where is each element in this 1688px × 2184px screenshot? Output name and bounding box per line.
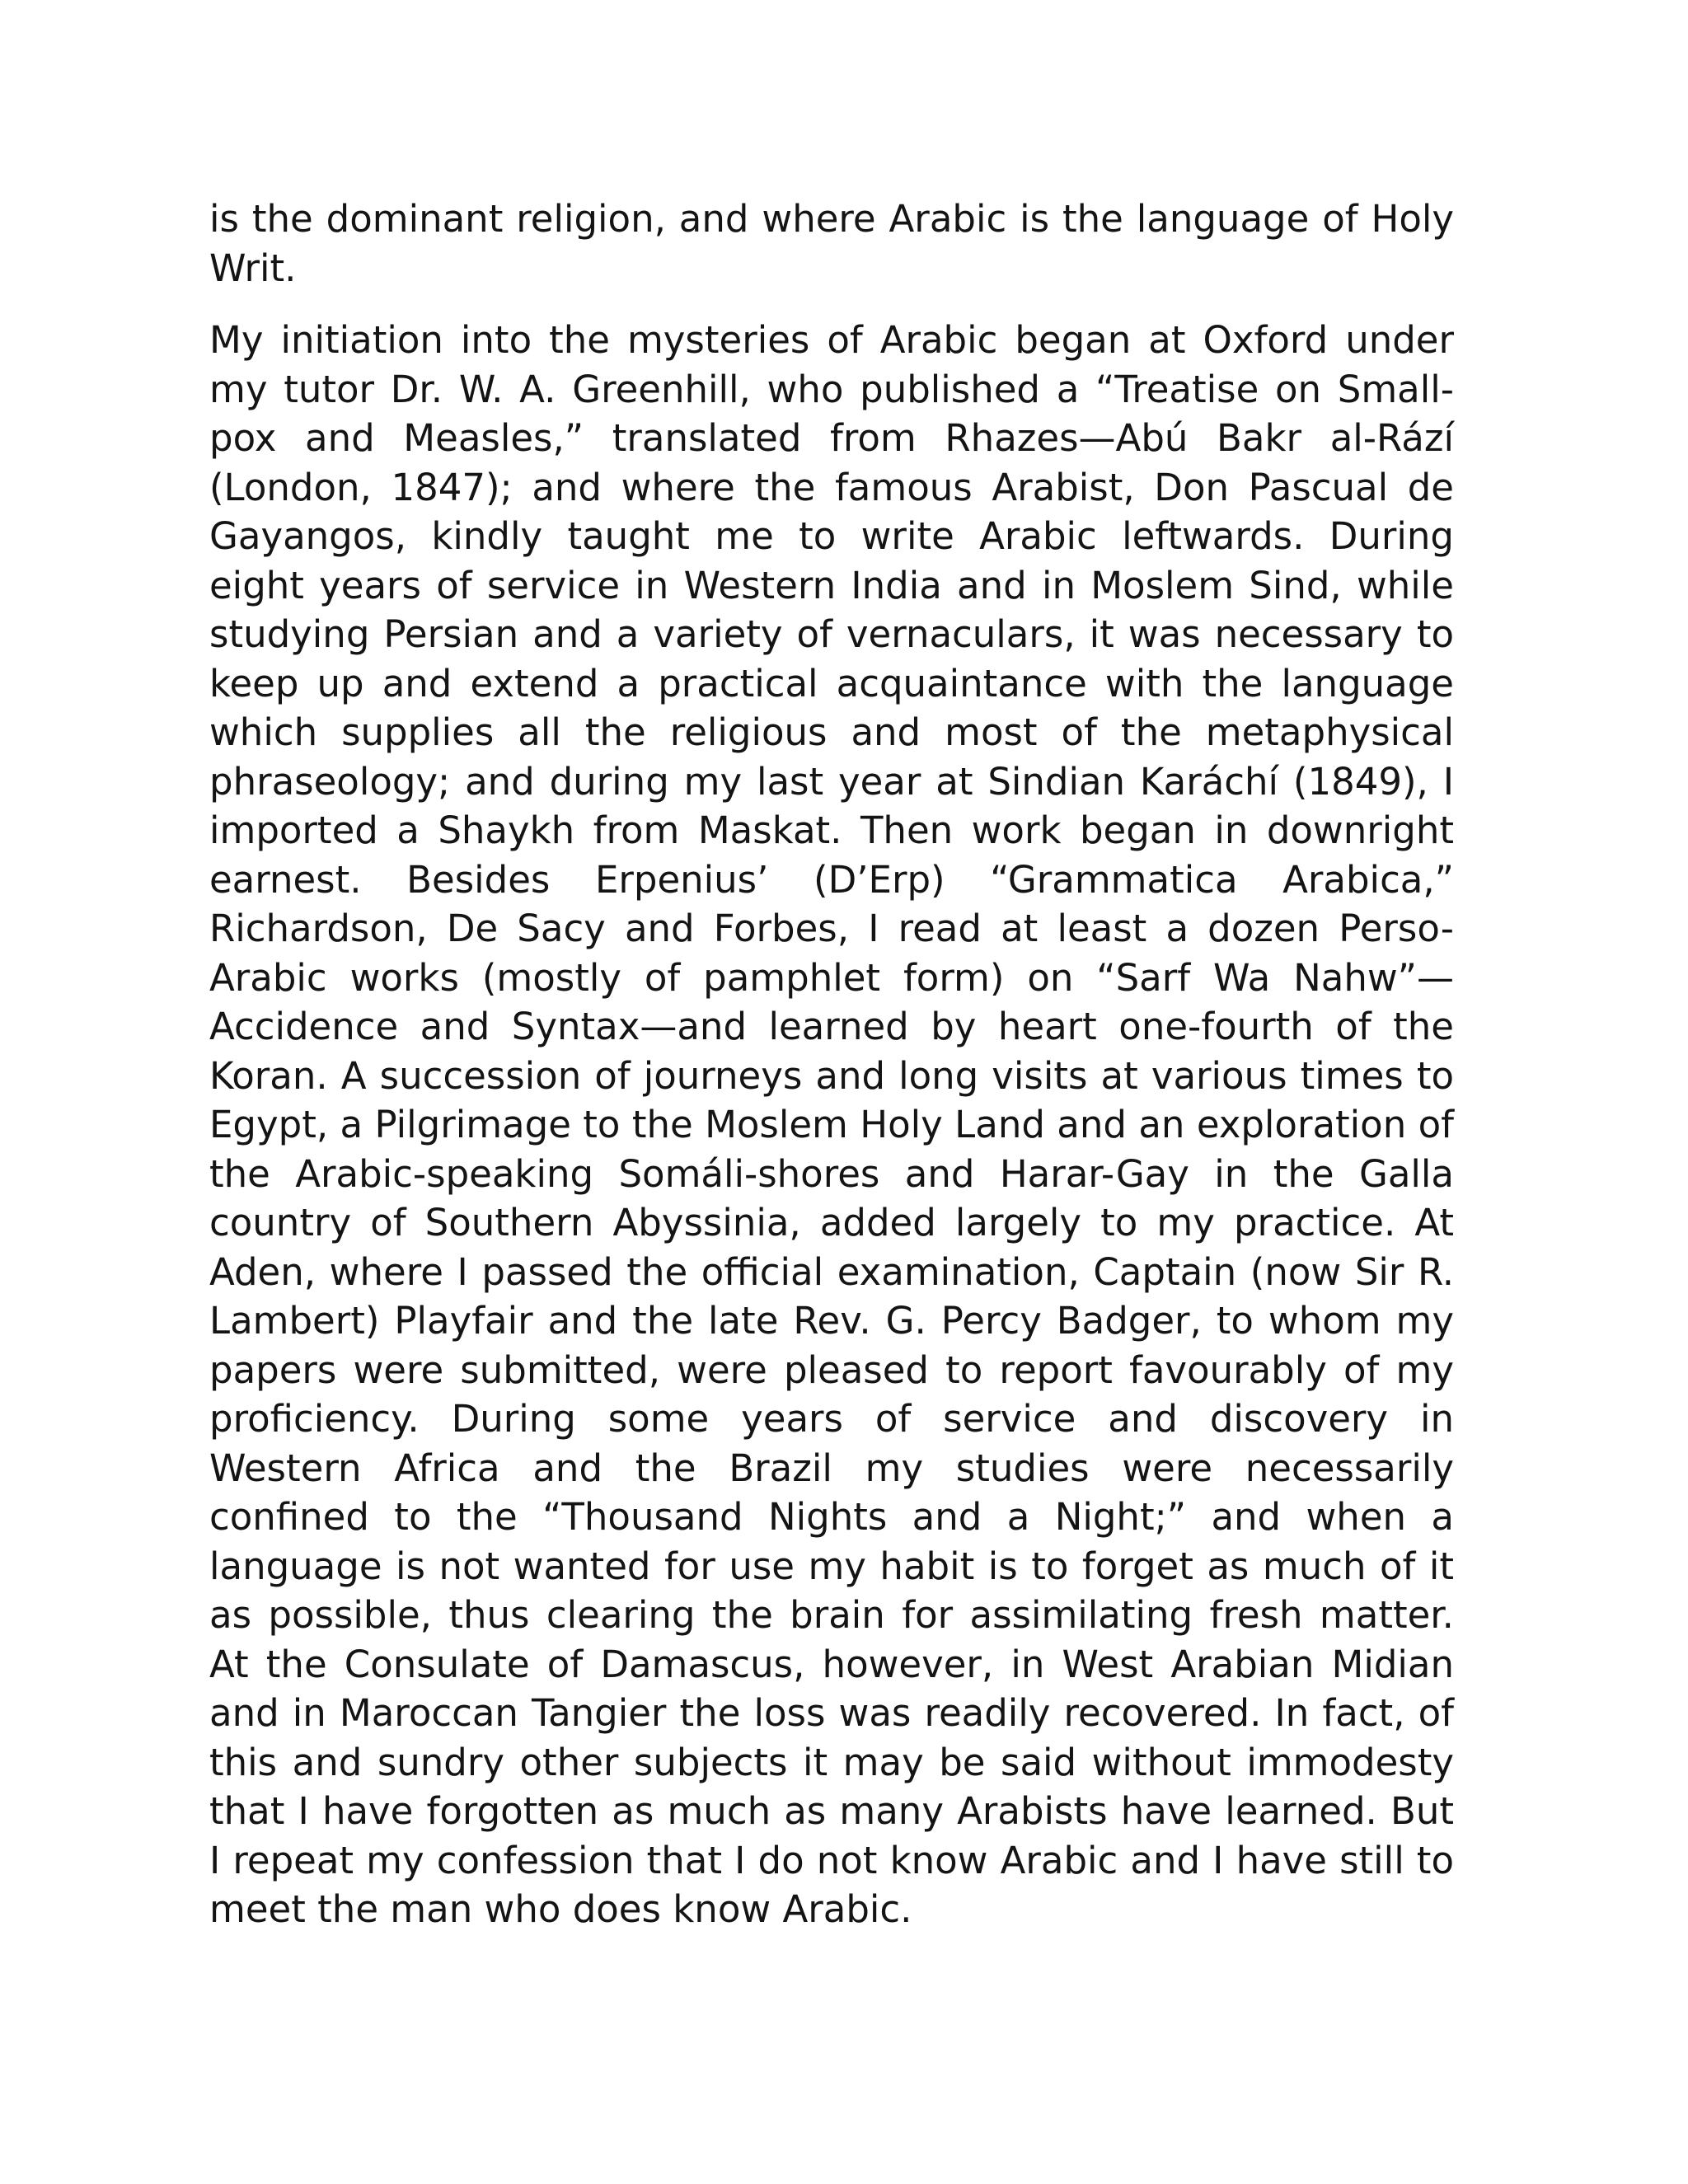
body-text — [209, 194, 1454, 1934]
paragraph-continuation: is the dominant religion, and where Arabic is the language of Holy Writ. — [209, 197, 1454, 290]
paragraph-arabic-studies: My initiation into the mysteries of Arabic began at Oxford under my tutor Dr. W. A. Greenhill, who published a “Treatise on Small-pox and Measles,” translated from Rhazes—Abú Bakr al-Rází (London, 1847); and where the famous Arabist, Don Pascual de Gayangos, kindly taught me to write Arabic leftwards. During eight years of service in Western India and in Moslem Sind, while studying Persian and a variety of vernaculars, it was necessary to keep up and extend a practical acquaintance with the language which supplies all the religious and most of the metaphysical phraseology; and during my last year at Sindian Karáchí (1849), I imported a Shaykh from Maskat. Then work began in downright earnest. Besides Erpenius’ (D’Erp) “Grammatica Arabica,” Richardson, De Sacy and Forbes, I read at least a dozen Perso-Arabic works (mostly of pamphlet form) on “Sarf Wa Nahw”—Accidence and Syntax—and learned by heart one-fourth of the Koran. A succession of journeys and long visits at various times to Egypt, a Pilgrimage to the Moslem Holy Land and an exploration of the Arabic-speaking Somáli-shores and Harar-Gay in the Galla country of Southern Abyssinia, added largely to my practice. At Aden, where I passed the official examination, Captain (now Sir R. Lambert) Playfair and the late Rev. G. Percy Badger, to whom my papers were submitted, were pleased to report favourably of my proficiency. During some years of service and discovery in Western Africa and the Brazil my studies were necessarily confined to the “Thousand Nights and a Night;” and when a language is not wanted for use my habit is to forget as much of it as possible, thus clearing the brain for assimilating fresh matter. At the Consulate of Damascus, however, in West Arabian Midian and in Maroccan Tangier the loss was readily recovered. In fact, of this and sundry other subjects it may be said without immodesty that I have forgotten as much as many Arabists have learned. But I repeat my confession that I do not know Arabic and I have still to meet the man who does know Arabic. — [209, 318, 1454, 1931]
